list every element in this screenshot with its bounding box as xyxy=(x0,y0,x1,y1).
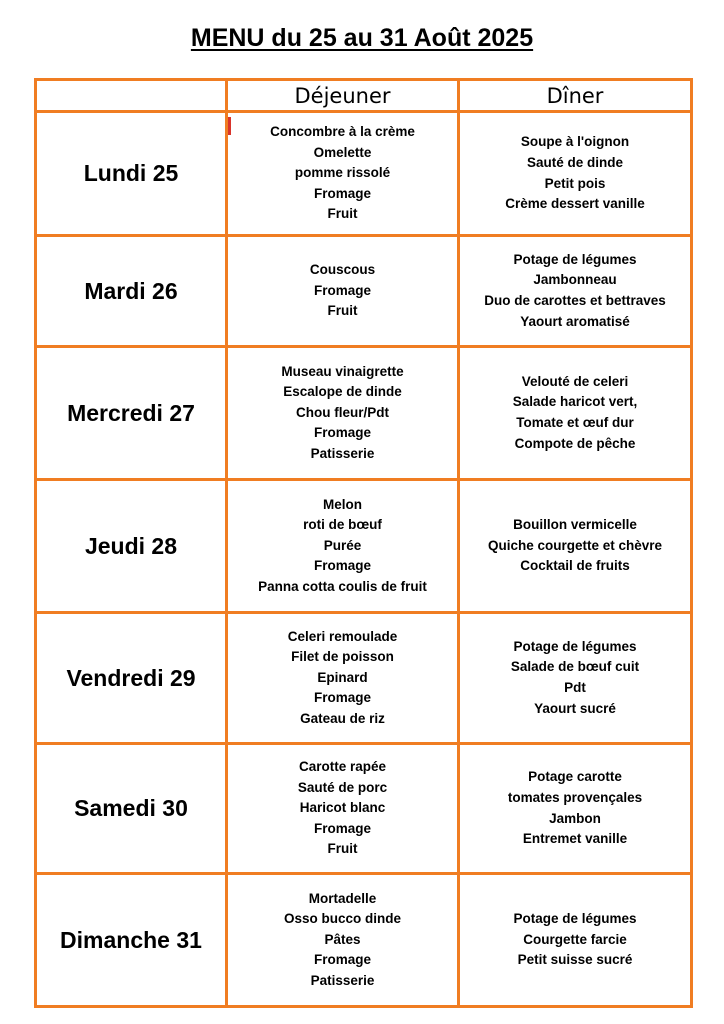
menu-item: Pâtes xyxy=(324,931,361,947)
menu-item: tomates provençales xyxy=(507,789,643,805)
menu-item: Fromage xyxy=(313,690,371,706)
menu-item: pomme rissolé xyxy=(294,165,391,181)
header-dinner: Dîner xyxy=(459,80,692,112)
menu-item: Crème dessert vanille xyxy=(505,196,645,212)
menu-item: Haricot blanc xyxy=(299,800,386,816)
lunch-cell xyxy=(227,112,459,236)
header-lunch: Déjeuner xyxy=(227,80,459,112)
menu-item: Fruit xyxy=(327,206,358,222)
menu-item: Compote de pêche xyxy=(514,435,636,451)
menu-item: Soupe à l'oignon xyxy=(520,134,630,150)
dinner-cell xyxy=(459,112,692,236)
menu-item: Carotte rapée xyxy=(298,759,387,775)
menu-item: Panna cotta coulis de fruit xyxy=(258,578,427,594)
day-row xyxy=(36,347,692,480)
menu-item: Escalope de dinde xyxy=(283,384,402,400)
menu-item: Fruit xyxy=(327,303,358,319)
menu-item: Bouillon vermicelle xyxy=(513,517,637,533)
menu-item: Potage de légumes xyxy=(513,251,637,267)
menu-item: Patisserie xyxy=(310,445,375,461)
menu-item: Patisserie xyxy=(310,972,375,988)
menu-item: Chou fleur/Pdt xyxy=(296,404,389,420)
menu-item: Duo de carottes et bettraves xyxy=(484,293,666,308)
menu-item: Fromage xyxy=(313,282,371,298)
menu-item: Couscous xyxy=(309,262,376,278)
dinner-cell xyxy=(459,480,692,613)
menu-item: roti de bœuf xyxy=(303,517,382,533)
day-row xyxy=(36,613,692,744)
day-name: Mercredi 27 xyxy=(36,347,227,480)
lunch-cell xyxy=(227,613,459,744)
menu-item: Osso bucco dinde xyxy=(283,911,402,927)
menu-item: Courgette farcie xyxy=(523,931,627,947)
lunch-cell xyxy=(227,347,459,480)
day-row xyxy=(36,744,692,874)
header-day xyxy=(36,80,227,112)
menu-item: Potage de légumes xyxy=(513,638,637,654)
dinner-cell xyxy=(459,744,692,874)
lunch-cell xyxy=(227,480,459,613)
day-name: Dimanche 31 xyxy=(36,874,227,1007)
menu-body xyxy=(36,112,692,1007)
dinner-cell xyxy=(459,874,692,1007)
day-row xyxy=(36,236,692,347)
page-title: MENU du 25 au 31 Août 2025 xyxy=(190,24,534,52)
menu-item: Omelette xyxy=(313,144,372,160)
day-name: Samedi 30 xyxy=(36,744,227,874)
day-name: Mardi 26 xyxy=(36,236,227,347)
menu-item: Jambonneau xyxy=(533,272,617,288)
day-name: Vendredi 29 xyxy=(36,613,227,744)
menu-item: Celeri remoulade xyxy=(287,628,398,644)
day-row xyxy=(36,480,692,613)
menu-item: Fromage xyxy=(313,952,371,968)
dinner-cell xyxy=(459,347,692,480)
menu-item: Sauté de porc xyxy=(297,779,388,795)
menu-item: Mortadelle xyxy=(308,890,377,906)
menu-item: Concombre à la crème xyxy=(270,124,415,140)
menu-item: Museau vinaigrette xyxy=(281,363,404,379)
menu-table xyxy=(34,78,693,1008)
menu-item: Sauté de dinde xyxy=(526,154,624,170)
menu-item: Filet de poisson xyxy=(291,649,394,665)
menu-item: Potage de légumes xyxy=(513,911,637,927)
menu-item: Epinard xyxy=(317,669,368,685)
lunch-cell xyxy=(227,236,459,347)
lunch-cell xyxy=(227,874,459,1007)
menu-item: Purée xyxy=(323,537,362,553)
menu-item: Jambon xyxy=(549,810,601,826)
day-row xyxy=(36,112,692,236)
menu-item: Entremet vanille xyxy=(522,831,628,847)
menu-item: Tomate et œuf dur xyxy=(516,415,634,430)
menu-item: Petit pois xyxy=(544,175,606,191)
menu-item: Yaourt sucré xyxy=(534,700,616,716)
day-name: Jeudi 28 xyxy=(36,480,227,613)
menu-item: Fromage xyxy=(313,558,371,574)
day-row xyxy=(36,874,692,1007)
dinner-cell xyxy=(459,236,692,347)
menu-item: Fromage xyxy=(313,185,371,201)
menu-item: Pdt xyxy=(564,680,586,695)
menu-item: Gateau de riz xyxy=(300,710,385,726)
red-mark xyxy=(228,117,231,135)
menu-item: Yaourt aromatisé xyxy=(520,313,630,329)
menu-item: Fruit xyxy=(327,841,358,857)
dinner-cell xyxy=(459,613,692,744)
header-row xyxy=(36,80,692,112)
menu-item: Fromage xyxy=(313,425,371,441)
menu-item: Potage carotte xyxy=(528,769,622,785)
lunch-cell xyxy=(227,744,459,874)
menu-item: Velouté de celeri xyxy=(521,373,629,389)
menu-item: Quiche courgette et chèvre xyxy=(487,537,663,553)
menu-item: Cocktail de fruits xyxy=(520,558,630,574)
menu-item: Melon xyxy=(323,496,362,512)
menu-item: Petit suisse sucré xyxy=(517,952,633,968)
day-name: Lundi 25 xyxy=(36,112,227,236)
menu-item: Salade de bœuf cuit xyxy=(510,659,640,675)
menu-item: Salade haricot vert, xyxy=(512,394,638,410)
menu-item: Fromage xyxy=(313,820,371,836)
